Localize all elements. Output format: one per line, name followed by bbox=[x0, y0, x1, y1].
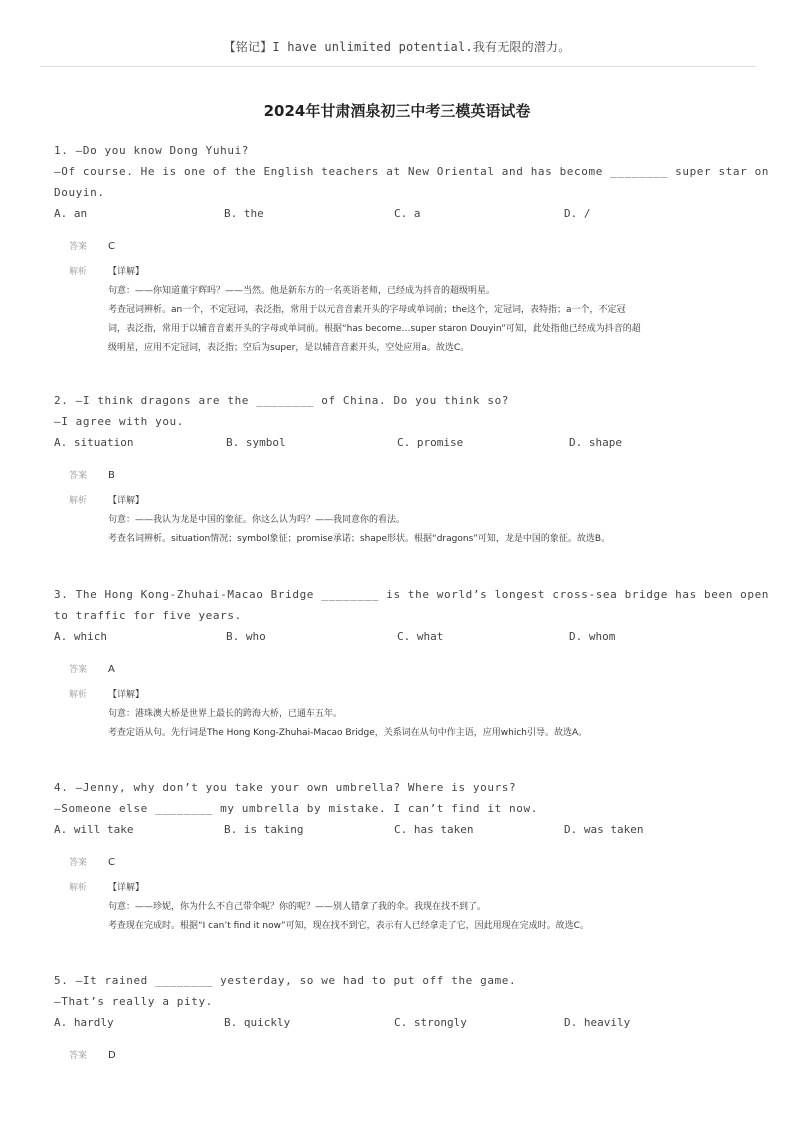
explanation-line: 级明星，应用不定冠词，表泛指；空后为super，是以辅音音素开头，空处应用a。故选C。 bbox=[108, 343, 470, 353]
options-row bbox=[54, 819, 744, 840]
question-stem-line: —Someone else ________ my umbrella by mistake. I can’t find it now. bbox=[54, 802, 538, 815]
option-d: D. heavily bbox=[564, 1016, 631, 1029]
explanation-body bbox=[108, 879, 744, 936]
question-stem-line: 2. —I think dragons are the ________ of China. Do you think so? bbox=[54, 394, 510, 407]
question-4 bbox=[54, 777, 744, 936]
option-d: D. / bbox=[564, 207, 591, 220]
header-divider bbox=[40, 66, 756, 67]
option-a: A. situation bbox=[54, 436, 134, 449]
option-d: D. whom bbox=[569, 630, 616, 643]
explanation-label: 解析 bbox=[69, 690, 88, 700]
question-stem-line: 3. The Hong Kong-Zhuhai-Macao Bridge ________ is the world’s longest cross-sea bridge has been open bbox=[54, 588, 770, 601]
question-stem-line: —Of course. He is one of the English teachers at New Oriental and has become ________ super star on bbox=[54, 165, 770, 178]
explanation-line: 考查现在完成时。根据“I can’t find it now”可知，现在找不到它，表示有人已经拿走了它，因此用现在完成时。故选C。 bbox=[108, 921, 589, 931]
explanation-line: 考查冠词辨析。an一个，不定冠词，表泛指，常用于以元音音素开头的字母或单词前；the这个，定冠词，表特指；a一个，不定冠 bbox=[108, 305, 626, 315]
answer-value: D bbox=[108, 1050, 116, 1061]
explanation-row bbox=[54, 879, 744, 936]
question-2 bbox=[54, 390, 744, 549]
option-a: A. will take bbox=[54, 823, 134, 836]
explanation-row bbox=[54, 492, 744, 549]
answer-value: C bbox=[108, 241, 115, 252]
options-row bbox=[54, 203, 744, 224]
answer-value: A bbox=[108, 664, 115, 675]
option-a: A. hardly bbox=[54, 1016, 114, 1029]
explanation-row bbox=[54, 686, 744, 743]
options-row bbox=[54, 1012, 744, 1033]
answer-row bbox=[54, 466, 744, 486]
option-c: C. has taken bbox=[394, 823, 474, 836]
explanation-line: 词，表泛指，常用于以辅音音素开头的字母或单词前。根据“has become…super staron Douyin”可知，此处指他已经成为抖音的超 bbox=[108, 324, 641, 334]
answer-row bbox=[54, 1046, 744, 1066]
answer-label: 答案 bbox=[69, 242, 88, 252]
explanation-line: 考查定语从句。先行词是The Hong Kong-Zhuhai-Macao Bridge，关系词在从句中作主语，应用which引导。故选A。 bbox=[108, 728, 588, 738]
option-a: A. an bbox=[54, 207, 88, 220]
option-b: B. quickly bbox=[224, 1016, 291, 1029]
option-d: D. was taken bbox=[564, 823, 644, 836]
option-d: D. shape bbox=[569, 436, 622, 449]
answer-row bbox=[54, 237, 744, 257]
explanation-line: 句意：——你知道董宇辉吗？——当然。他是新东方的一名英语老师，已经成为抖音的超级明星。 bbox=[108, 286, 496, 296]
explanation-body bbox=[108, 492, 744, 549]
option-b: B. symbol bbox=[226, 436, 286, 449]
explanation-label: 解析 bbox=[69, 267, 88, 277]
explanation-body bbox=[108, 263, 744, 358]
header-motto: 【铭记】I have unlimited potential.我有无限的潜力。 bbox=[223, 40, 571, 54]
answer-label: 答案 bbox=[69, 858, 88, 868]
explanation-line: 句意：——我认为龙是中国的象征。你这么认为吗？——我同意你的看法。 bbox=[108, 515, 406, 525]
options-row bbox=[54, 626, 744, 647]
explanation-line: 【详解】 bbox=[108, 267, 145, 277]
answer-row bbox=[54, 853, 744, 873]
answer-row bbox=[54, 660, 744, 680]
options-row bbox=[54, 432, 744, 453]
explanation-line: 【详解】 bbox=[108, 690, 145, 700]
answer-label: 答案 bbox=[69, 665, 88, 675]
question-5 bbox=[54, 970, 744, 1066]
question-1 bbox=[54, 140, 770, 358]
explanation-line: 考查名词辨析。situation情况；symbol象征；promise承诺；shape形状。根据“dragons”可知，龙是中国的象征。故选B。 bbox=[108, 534, 611, 544]
option-c: C. strongly bbox=[394, 1016, 467, 1029]
answer-value: B bbox=[108, 470, 115, 481]
question-stem-line: 1. —Do you know Dong Yuhui? bbox=[54, 144, 250, 157]
explanation-line: 句意：——珍妮，你为什么不自己带伞呢？你的呢？——别人错拿了我的伞。我现在找不到了。 bbox=[108, 902, 487, 912]
exam-title: 2024年甘肃酒泉初三中考三模英语试卷 bbox=[263, 102, 531, 120]
option-b: B. is taking bbox=[224, 823, 304, 836]
question-stem-line: 5. —It rained ________ yesterday, so we had to put off the game. bbox=[54, 974, 517, 987]
explanation-label: 解析 bbox=[69, 883, 88, 893]
explanation-label: 解析 bbox=[69, 496, 88, 506]
answer-label: 答案 bbox=[69, 1051, 88, 1061]
option-c: C. what bbox=[397, 630, 444, 643]
option-b: B. the bbox=[224, 207, 264, 220]
answer-value: C bbox=[108, 857, 115, 868]
question-stem-line: —I agree with you. bbox=[54, 415, 185, 428]
question-stem-line: —That’s really a pity. bbox=[54, 995, 213, 1008]
explanation-line: 【详解】 bbox=[108, 883, 145, 893]
question-stem-line: to traffic for five years. bbox=[54, 609, 242, 622]
option-c: C. promise bbox=[397, 436, 464, 449]
explanation-body bbox=[108, 686, 744, 743]
explanation-row bbox=[54, 263, 744, 358]
question-3 bbox=[54, 584, 770, 743]
option-a: A. which bbox=[54, 630, 107, 643]
option-b: B. who bbox=[226, 630, 266, 643]
question-stem-line: 4. —Jenny, why don’t you take your own umbrella? Where is yours? bbox=[54, 781, 517, 794]
explanation-line: 【详解】 bbox=[108, 496, 145, 506]
option-c: C. a bbox=[394, 207, 421, 220]
question-stem-line: Douyin. bbox=[54, 186, 105, 199]
answer-label: 答案 bbox=[69, 471, 88, 481]
explanation-line: 句意：港珠澳大桥是世界上最长的跨海大桥，已通车五年。 bbox=[108, 709, 343, 719]
